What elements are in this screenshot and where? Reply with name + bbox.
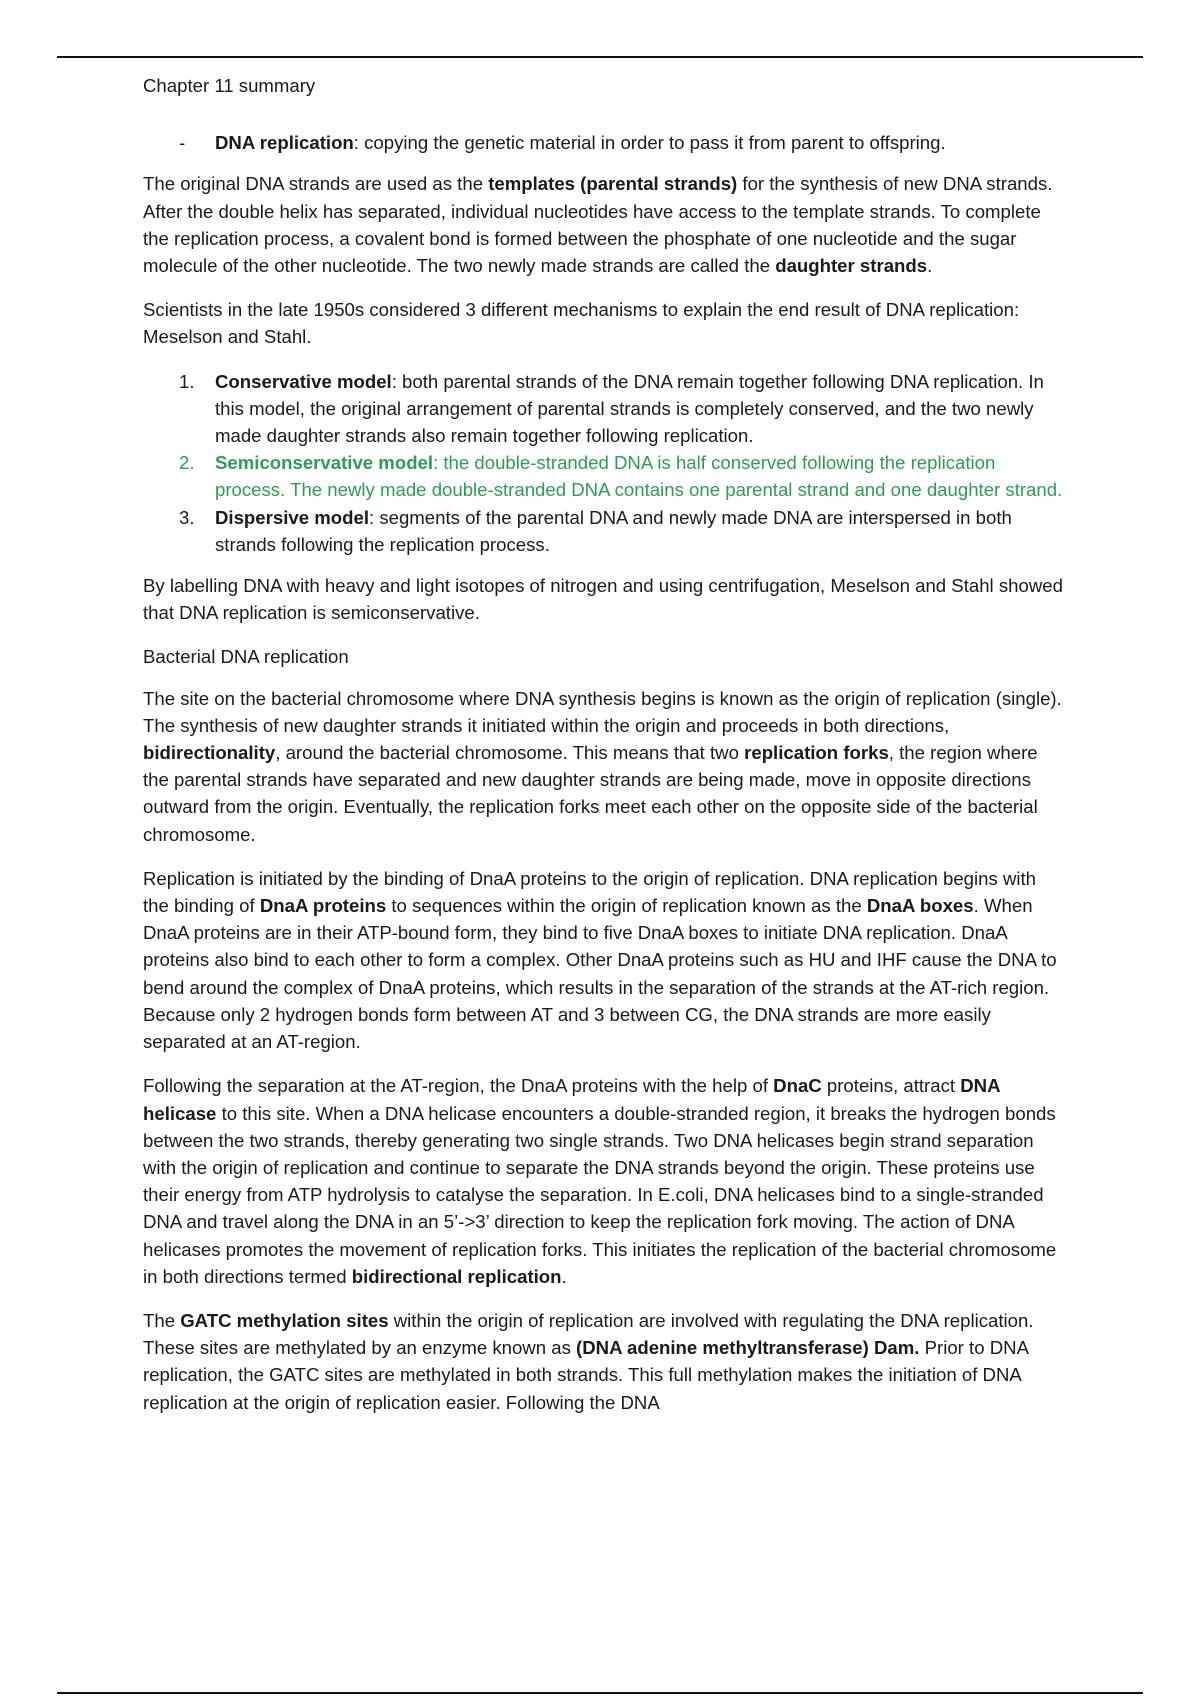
document-body — [143, 72, 1063, 1433]
dash-marker: - — [179, 132, 186, 154]
top-rule — [57, 56, 1143, 58]
paragraph-helicase: Following the separation at the AT-region, the DnaA proteins with the help of DnaC proteins, attract DNA helicase to this site. When a DNA helicase encounters a double-stranded region, it breaks the hydrogen bonds between the two strands, thereby generating two single strands. Two DNA helicases begin strand separation with the origin of replication and continue to separate the DNA strands beyond the origin. These proteins use their energy from ATP hydrolysis to catalyse the separation. In E.coli, DNA helicases bind to a single-stranded DNA and travel along the DNA in an 5’->3’ direction to keep the replication fork moving. The action of DNA helicases promotes the movement of replication forks. This initiates the replication of the bacterial chromosome in both directions termed bidirectional replication. — [143, 1075, 1057, 1287]
page-header: Chapter 11 summary — [143, 75, 316, 96]
paragraph-mechanisms: Scientists in the late 1950s considered 3 different mechanisms to explain the end result of DNA replication: Meselson and Stahl. — [143, 299, 1020, 348]
paragraph-dnaa: Replication is initiated by the binding of DnaA proteins to the origin of replication. DNA replication begins with the binding of DnaA proteins to sequences within the origin of replication known as the DnaA boxes. When DnaA proteins are in their ATP-bound form, they bind to five DnaA boxes to initiate DNA replication. DnaA proteins also bind to each other to form a complex. Other DnaA proteins such as HU and IHF cause the DNA to bend around the complex of DnaA proteins, which results in the separation of the strands at the AT-rich region. Because only 2 hydrogen bonds form between AT and 3 between CG, the DNA strands are more easily separated at an AT-region. — [143, 867, 1057, 1053]
paragraph-gatc: The GATC methylation sites within the origin of replication are involved with regulating the DNA replication. These sites are methylated by an enzyme known as (DNA adenine methyltransferase) Dam. Prior to DNA replication, the GATC sites are methylated in both strands. This full methylation makes the initiation of DNA replication at the origin of replication easier. Following the DNA — [143, 1309, 1034, 1413]
section-heading: Bacterial DNA replication — [143, 646, 349, 668]
term-dna-replication: DNA replication — [215, 132, 354, 154]
term-dna-helicase: DNA helicase — [143, 1075, 1000, 1124]
paragraph-origin: The site on the bacterial chromosome where DNA synthesis begins is known as the origin of replication (single). The synthesis of new daughter strands it initiated within the origin and proceeds in both directions, bidirectionality, around the bacterial chromosome. This means that two replication forks, the region where the parental strands have separated and new daughter strands are being made, move in opposite directions outward from the origin. Eventually, the replication forks meet each other on the opposite side of the bacterial chromosome. — [143, 687, 1062, 845]
model-item-conservative: 1. Conservative model: both parental strands of the DNA remain together following DNA replication. In this model, the original arrangement of parental strands is completely conserved, and the two newly made daughter strands also remain together following replication. — [179, 370, 1044, 447]
paragraph-templates: The original DNA strands are used as the templates (parental strands) for the synthesis of new DNA strands. After the double helix has separated, individual nucleotides have access to the template strands. To complete the replication process, a covalent bond is formed between the phosphate of one nucleotide and the sugar molecule of the other nucleotide. The two newly made strands are called the daughter strands. — [143, 173, 1053, 277]
term-bidirectional-replication: bidirectional replication — [351, 1265, 562, 1287]
definition-item — [143, 129, 1063, 156]
term-bidirectionality: bidirectionality — [143, 742, 276, 764]
term-dam: (DNA adenine methyltransferase) Dam. — [576, 1337, 920, 1359]
definition-text: : copying the genetic material in order to pass it from parent to offspring. — [353, 132, 946, 154]
term-daughter-strands: daughter strands — [775, 255, 928, 277]
model-item-dispersive: 3. Dispersive model: segments of the parental DNA and newly made DNA are interspersed in both strands following the replication process. — [179, 506, 1012, 555]
model-item-semiconservative: 2. Semiconservative model: the double-stranded DNA is half conserved following the replication process. The newly made double-stranded DNA contains one parental strand and one daughter strand. — [179, 452, 1063, 501]
replication-models-list — [143, 368, 1063, 558]
paragraph-meselson-stahl: By labelling DNA with heavy and light isotopes of nitrogen and using centrifugation, Meselson and Stahl showed that DNA replication is semiconservative. — [143, 575, 1063, 624]
bottom-rule — [57, 1692, 1143, 1694]
term-dnaa-boxes: DnaA boxes — [866, 895, 974, 917]
term-templates: templates (parental strands) — [488, 173, 738, 195]
term-dnac: DnaC — [773, 1075, 822, 1097]
term-dnaa-proteins: DnaA proteins — [259, 895, 387, 917]
term-gatc-sites: GATC methylation sites — [180, 1309, 389, 1331]
term-replication-forks: replication forks — [744, 742, 889, 764]
